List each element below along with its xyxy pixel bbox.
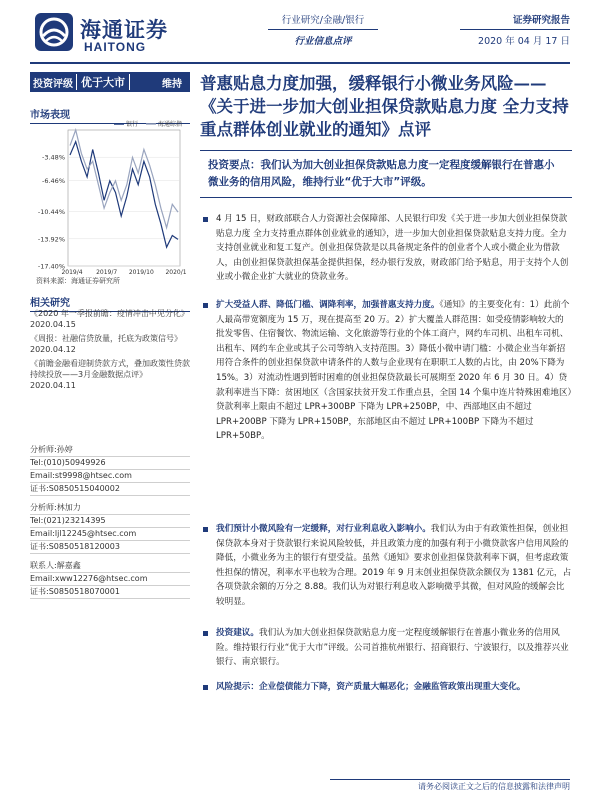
related-item-title[interactable]: 《2020 年一季报前瞻：疫情冲击中见分化》: [30, 309, 189, 318]
bullet-text: 我们认为由于有政策性担保，创业担保贷款本身对于贷款银行来说风险较低，并且政策力度的加强有利于小微贷款客户信用风险的降低，小微业务为主的银行有望受益。虽然《通知》要求创业担保贷款利率下调，但考虑政策性担保的情况，利率水平也较为合理。2019 年 9 月末创业担保贷款余额仅为 1381 亿元，占各项贷款余额的万分之 8.88。我们认为对银行利息收入影响微乎其微，但对风险的缓解会比较明显。: [216, 524, 572, 607]
chart-legend-label: 海通综指: [158, 121, 183, 128]
chart-series-line: [70, 130, 178, 228]
report-title: 普惠贴息力度加强，缓释银行小微业务风险——《关于进一步加大创业担保贷款贴息力度 全力支持重点群体创业就业的通知》点评: [200, 74, 569, 139]
investment-summary: 投资要点：我们认为加大创业担保贷款贴息力度一定程度缓解银行在普惠小微业务的信用风险，维持行业“优于大市”评级。: [200, 150, 572, 198]
brand-name-cn: 海通证券: [80, 17, 168, 42]
analyst-name: 分析师:林加力: [30, 502, 190, 515]
analyst-email[interactable]: Email:ljl12245@htsec.com: [30, 528, 190, 541]
report-date: 2020 年 04 月 17 日: [478, 36, 570, 47]
rating-maintain: 维持: [162, 78, 182, 90]
chart-x-tick-label: 2019/10: [128, 269, 154, 276]
chart-legend-label: 银行: [126, 121, 139, 128]
related-item[interactable]: [30, 333, 190, 355]
report-category-block: [268, 12, 378, 47]
main-content: [200, 72, 572, 692]
chart-series-line: [70, 142, 178, 248]
bullet-paragraph: [200, 212, 572, 285]
report-type: 行业信息点评: [294, 36, 352, 47]
report-meta-block: [460, 12, 570, 47]
market-heading: 市场表现: [30, 106, 190, 124]
analyst-name: 分析师:孙婷: [30, 444, 190, 457]
footer-divider: [330, 779, 570, 780]
related-item-date: 2020.04.11: [30, 381, 76, 390]
related-research-list: [30, 308, 190, 394]
chart-y-tick-label: -6.46%: [42, 176, 65, 185]
rating-value: 优于大市: [76, 74, 130, 90]
related-heading: 相关研究: [30, 294, 190, 312]
chart-y-tick-label: -13.92%: [37, 235, 65, 244]
bullet-text: 《通知》的主要变化有：1）此前个人最高带宽额度为 15 万，现在提高至 20 万。2）扩大覆盖人群范围：如受疫情影响较大的批发零售、住宿餐饮、物流运输、文化旅游等行业的个体工商户，网约车司机、出租车司机、出租车、网约车企业或其子公司等纳入支持范围。3）降低小微申请门槛：小微企业当年新招用符合条件的创业担保贷款申请条件的人数与企业现有在职职工人数的占比，由 20%下降为 15%。3）对流动性遇到暂时困难的创业担保贷款最长可展期至 2020 年 6 月 30 日。4）贷款利率进当下降：贫困地区（含国家扶贫开发工作重点县，全国 14 个集中连片特殊困难地区）贷款利率上限由不超过 LPR+300BP 下降为 LPR+250BP，中、西部地区由不超过 LPR+200BP 下降为 LPR+150BP，东部地区由不超过 LPR+100BP 下降为不超过 LPR+50BP。: [216, 300, 572, 442]
bullet-marker-icon: [203, 217, 208, 222]
chart-y-tick-label: -10.44%: [37, 208, 65, 217]
analyst-tel: Tel:(010)50949926: [30, 457, 190, 470]
chart-source: 资料来源：海通证券研究所: [36, 277, 120, 285]
haitong-emblem-icon: [34, 12, 74, 52]
rating-key: 投资评级: [33, 78, 73, 90]
analyst-cert: 证书:S0850515040002: [30, 483, 190, 496]
chart-y-tick-label: -17.40%: [37, 262, 65, 271]
bullet-paragraph: [200, 626, 572, 670]
chart-x-tick-label: 2020/1: [165, 269, 187, 276]
bullet-highlight: 我们预计小微风险有一定缓释，对行业利息收入影响小。: [216, 524, 431, 534]
related-item-date: 2020.04.12: [30, 345, 76, 354]
related-item[interactable]: [30, 358, 190, 391]
analyst-card: [30, 560, 190, 599]
bullet-paragraph: [200, 298, 572, 444]
bullet-highlight: 扩大受益人群、降低门槛、调降利率，加强普惠支持力度。: [216, 300, 440, 310]
rating-bar: [30, 72, 190, 92]
chart-x-tick-label: 2019/4: [61, 269, 83, 276]
bullet-paragraph: [200, 522, 572, 610]
footer-disclaimer: 请务必阅读正文之后的信息披露和法律声明: [418, 782, 570, 791]
chart-frame: [68, 130, 180, 266]
bullet-text: 4 月 15 日，财政部联合人力资源社会保障部、人民银行印发《关于进一步加大创业担保贷款贴息力度 全力支持重点群体创业就业的通知》，进一步加大创业担保贷款贴息支持力度。全力支持创业就业和复工复产。创业担保贷款是以具备规定条件的创业者个人或小微企业为借款人，由创业担保贷款担保基金提供担保，经办银行发放，财政部门给予贴息，用于支持个人创业或小微企业扩大就业的贷款业务。: [216, 214, 569, 283]
market-performance-chart: [30, 116, 190, 286]
brand-logo: [34, 12, 194, 56]
bullet-highlight: 风险提示：企业偿债能力下降，资产质量大幅恶化；金融监管政策出现重大变化。: [216, 682, 526, 692]
chart-y-tick-label: -3.48%: [42, 153, 65, 162]
doc-kind: 证券研究报告: [460, 12, 570, 30]
analyst-cert: 证书:S0850518120003: [30, 541, 190, 554]
bullet-marker-icon: [203, 685, 208, 690]
bullet-text: 我们认为加大创业担保贷款贴息力度一定程度缓解银行在普惠小微业务的信用风险。维持银行行业“优于大市”评级。公司首推杭州银行、招商银行、宁波银行，以及推荐兴业银行、南京银行。: [216, 628, 569, 668]
analyst-card: [30, 502, 190, 554]
analyst-cert: 证书:S0850518070001: [30, 586, 190, 599]
bullet-highlight: 投资建议。: [216, 628, 259, 638]
page-header: [0, 0, 600, 60]
related-item-date: 2020.04.15: [30, 320, 76, 329]
analyst-email[interactable]: Email:xww12276@htsec.com: [30, 573, 190, 586]
bullet-marker-icon: [203, 631, 208, 636]
analyst-card: [30, 444, 190, 496]
analyst-email[interactable]: Email:st9998@htsec.com: [30, 470, 190, 483]
report-category: 行业研究/金融/银行: [268, 12, 378, 30]
brand-name-en: HAITONG: [84, 40, 147, 54]
bullet-paragraph: [200, 680, 572, 695]
related-item-title[interactable]: 《周报：社融信贷放量，托底为政策信号》: [30, 334, 182, 343]
analyst-tel: Tel:(021)23214395: [30, 515, 190, 528]
bullet-marker-icon: [203, 527, 208, 532]
chart-x-tick-label: 2019/7: [96, 269, 118, 276]
analyst-list: [30, 444, 190, 605]
bullet-marker-icon: [203, 303, 208, 308]
related-item[interactable]: [30, 308, 190, 330]
analyst-name: 联系人:解嘉鑫: [30, 560, 190, 573]
related-item-title[interactable]: 《前瞻金融看迎制贷款方式，叠加政策性贷款持续投放——3月金融数据点评》: [30, 359, 190, 379]
header-divider: [30, 62, 570, 64]
